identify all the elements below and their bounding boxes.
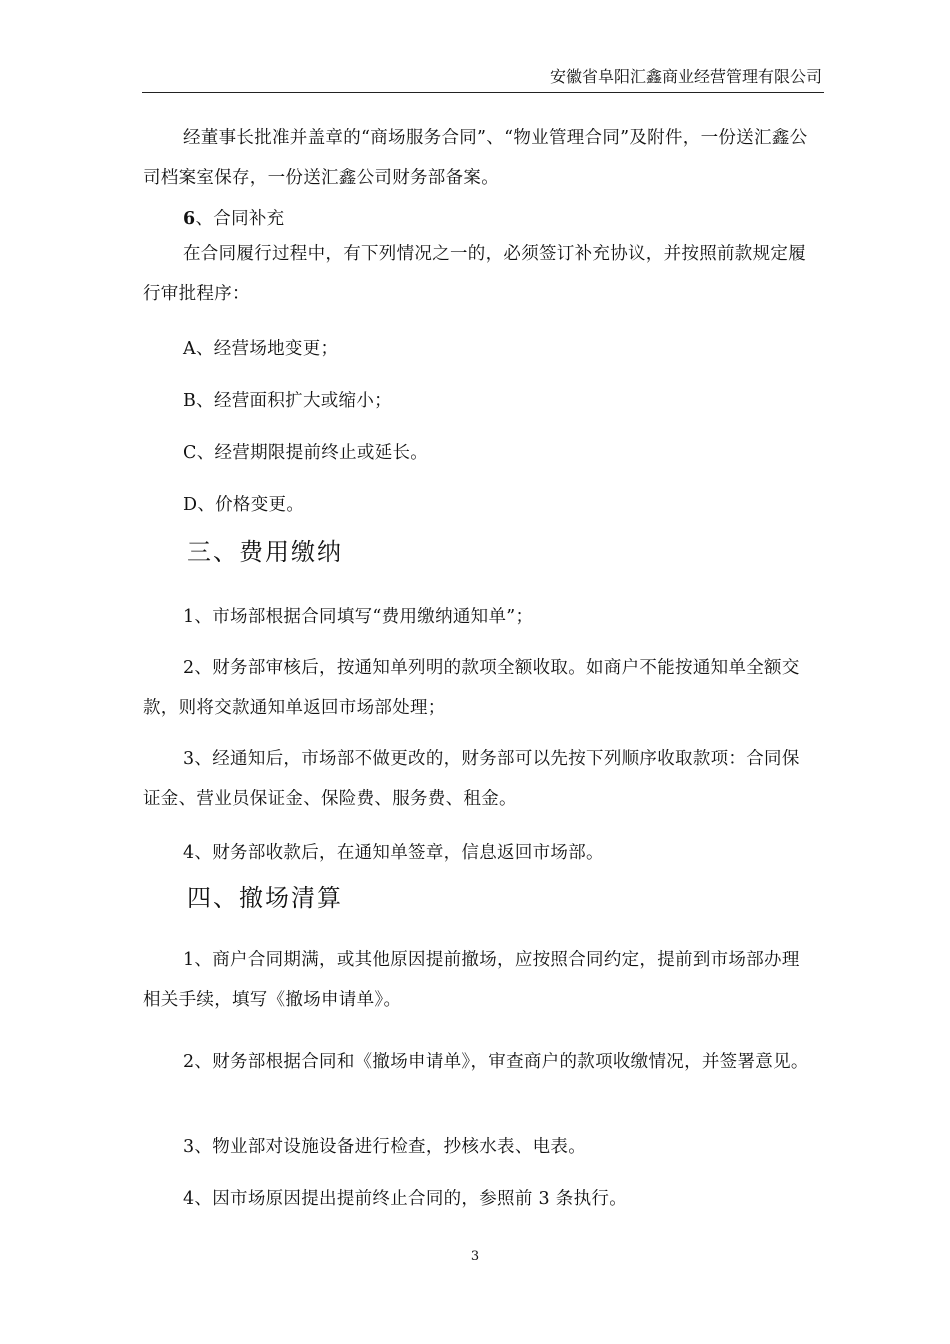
intro-paragraph: 经董事长批准并盖章的“商场服务合同”、“物业管理合同”及附件，一份送汇鑫公司档案室保存，一份送汇鑫公司财务部备案。 (143, 128, 808, 188)
option-c: C、经营期限提前终止或延长。 (183, 443, 429, 463)
option-d: D、价格变更。 (183, 495, 305, 515)
item6-heading (183, 208, 284, 230)
section3-item-2: 2、财务部审核后，按通知单列明的款项全额收取。如商户不能按通知单全额交款，则将交款通知单返回市场部处理； (143, 658, 800, 718)
section3-title: 三、费用缴纳 (187, 538, 343, 566)
section4-title: 四、撤场清算 (187, 884, 343, 912)
section4-item-4: 4、因市场原因提出提前终止合同的，参照前 3 条执行。 (183, 1189, 627, 1209)
company-name: 安徽省阜阳汇鑫商业经营管理有限公司 (549, 67, 822, 86)
page-number: 3 (470, 1249, 480, 1264)
section3-item-4: 4、财务部收款后，在通知单签章，信息返回市场部。 (183, 843, 604, 863)
section4-item-1: 1、商户合同期满，或其他原因提前撤场，应按照合同约定，提前到市场部办理相关手续，填写《撤场申请单》。 (143, 950, 800, 1010)
section3-item-3: 3、经通知后，市场部不做更改的，财务部可以先按下列顺序收取款项：合同保证金、营业员保证金、保险费、服务费、租金。 (143, 749, 800, 809)
option-a: A、经营场地变更； (183, 339, 339, 359)
item6-text: 在合同履行过程中，有下列情况之一的，必须签订补充协议，并按照前款规定履行审批程序： (143, 244, 806, 304)
page-header (142, 66, 824, 93)
option-b: B、经营面积扩大或缩小； (183, 391, 392, 411)
section3-item-1: 1、市场部根据合同填写“费用缴纳通知单”； (183, 607, 534, 627)
item6-title: 、合同补充 (195, 209, 285, 229)
section4-item-2: 2、财务部根据合同和《撤场申请单》，审查商户的款项收缴情况，并签署意见。 (183, 1052, 809, 1072)
section4-item-3: 3、物业部对设施设备进行检查，抄核水表、电表。 (183, 1137, 587, 1157)
item6-number: 6 (183, 209, 196, 229)
